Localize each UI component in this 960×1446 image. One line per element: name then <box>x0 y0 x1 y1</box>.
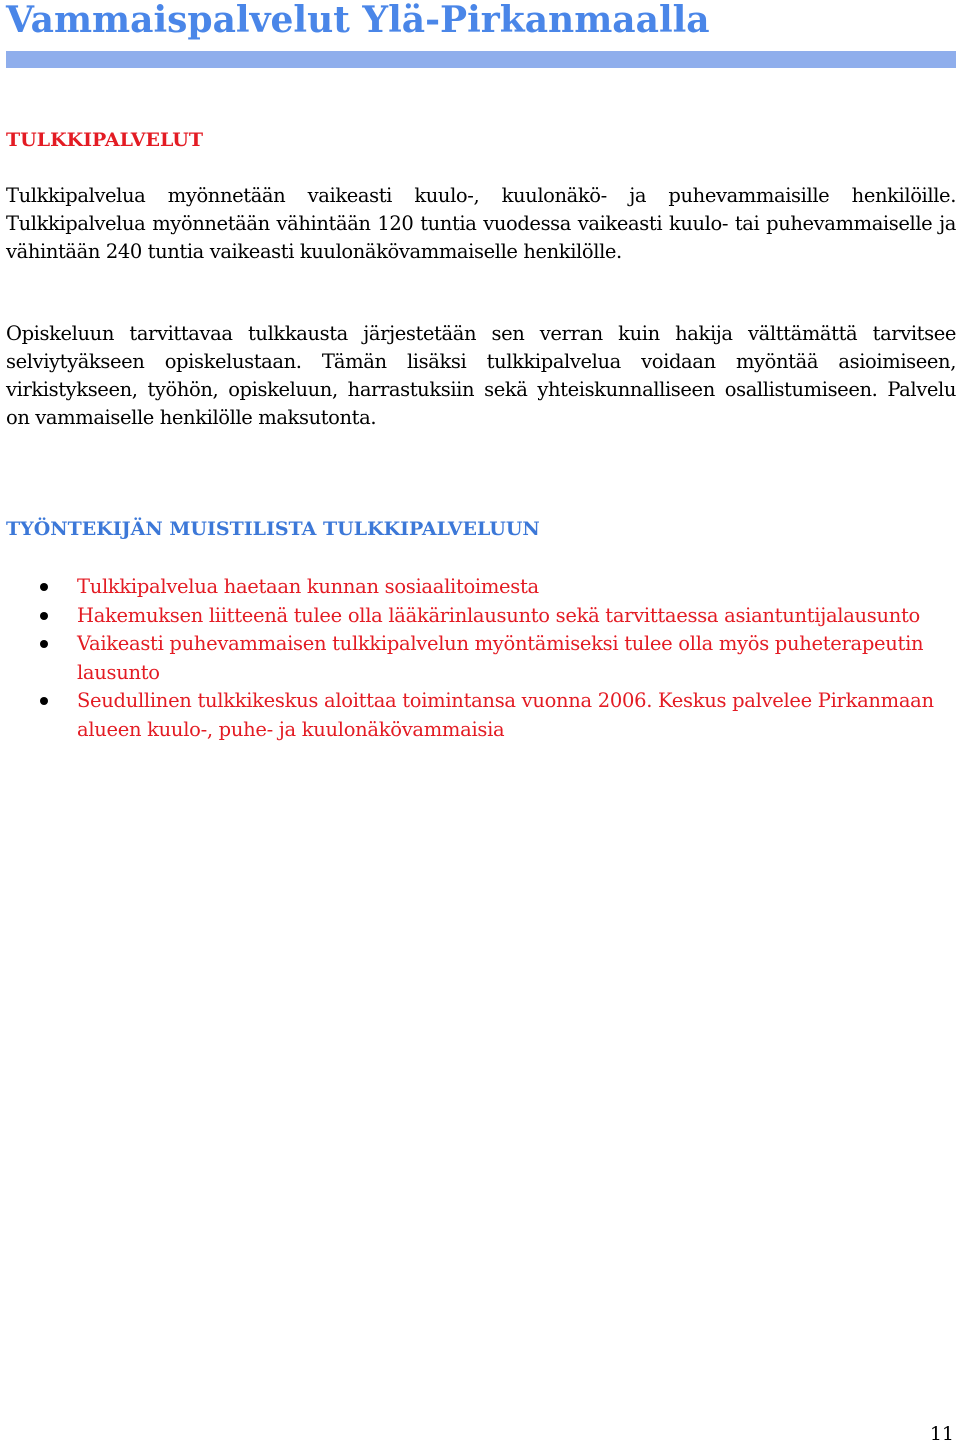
worker-checklist <box>0 573 950 744</box>
bullet-dot-icon <box>40 583 48 591</box>
list-item-text: Hakemuksen liitteenä tulee olla lääkärinlausunto sekä tarvittaessa asiantuntijalausunto <box>77 603 920 627</box>
list-item-text: Seudullinen tulkkikeskus aloittaa toimintansa vuonna 2006. Keskus palvelee Pirkanmaan alueen kuulo-, puhe- ja kuulonäkövammaisia <box>77 689 934 741</box>
title-underline-bar <box>6 51 956 68</box>
bullet-dot-icon <box>40 640 48 648</box>
bullet-dot-icon <box>40 697 48 705</box>
page-title: Vammaispalvelut Ylä-Pirkanmaalla <box>6 0 710 41</box>
paragraph-study-and-usage: Opiskeluun tarvittavaa tulkkausta järjestetään sen verran kuin hakija välttämättä tarvitsee selviytyäkseen opiskelustaan. Tämän lisäksi tulkkipalvelua voidaan myöntää asioimiseen, virkistykseen, työhön, opiskeluun, harrastuksiin sekä yhteiskunnalliseen osallistumiseen. Palvelu on vammaiselle henkilölle maksutonta. <box>6 322 956 429</box>
list-item <box>0 602 950 631</box>
list-item-text: Tulkkipalvelua haetaan kunnan sosiaalitoimesta <box>77 575 539 598</box>
section-heading-worker-checklist: TYÖNTEKIJÄN MUISTILISTA TULKKIPALVELUUN <box>6 518 540 540</box>
list-item-text: Vaikeasti puhevammaisen tulkkipalvelun myöntämiseksi tulee olla myös puheterapeutin lausunto <box>77 632 924 684</box>
list-item <box>0 573 950 602</box>
list-item <box>0 630 950 687</box>
paragraph-eligibility: Tulkkipalvelua myönnetään vaikeasti kuulo-, kuulonäkö- ja puhevammaisille henkilöille. Tulkkipalvelua myönnetään vähintään 120 tuntia vuodessa vaikeasti kuulo- tai puhevammaiselle ja vähintään 240 tuntia vaikeasti kuulonäkövammaiselle henkilölle. <box>6 184 956 263</box>
page-number: 11 <box>929 1423 954 1445</box>
section-heading-interpreting-services: TULKKIPALVELUT <box>6 129 203 151</box>
list-item <box>0 687 950 744</box>
bullet-dot-icon <box>40 612 48 620</box>
